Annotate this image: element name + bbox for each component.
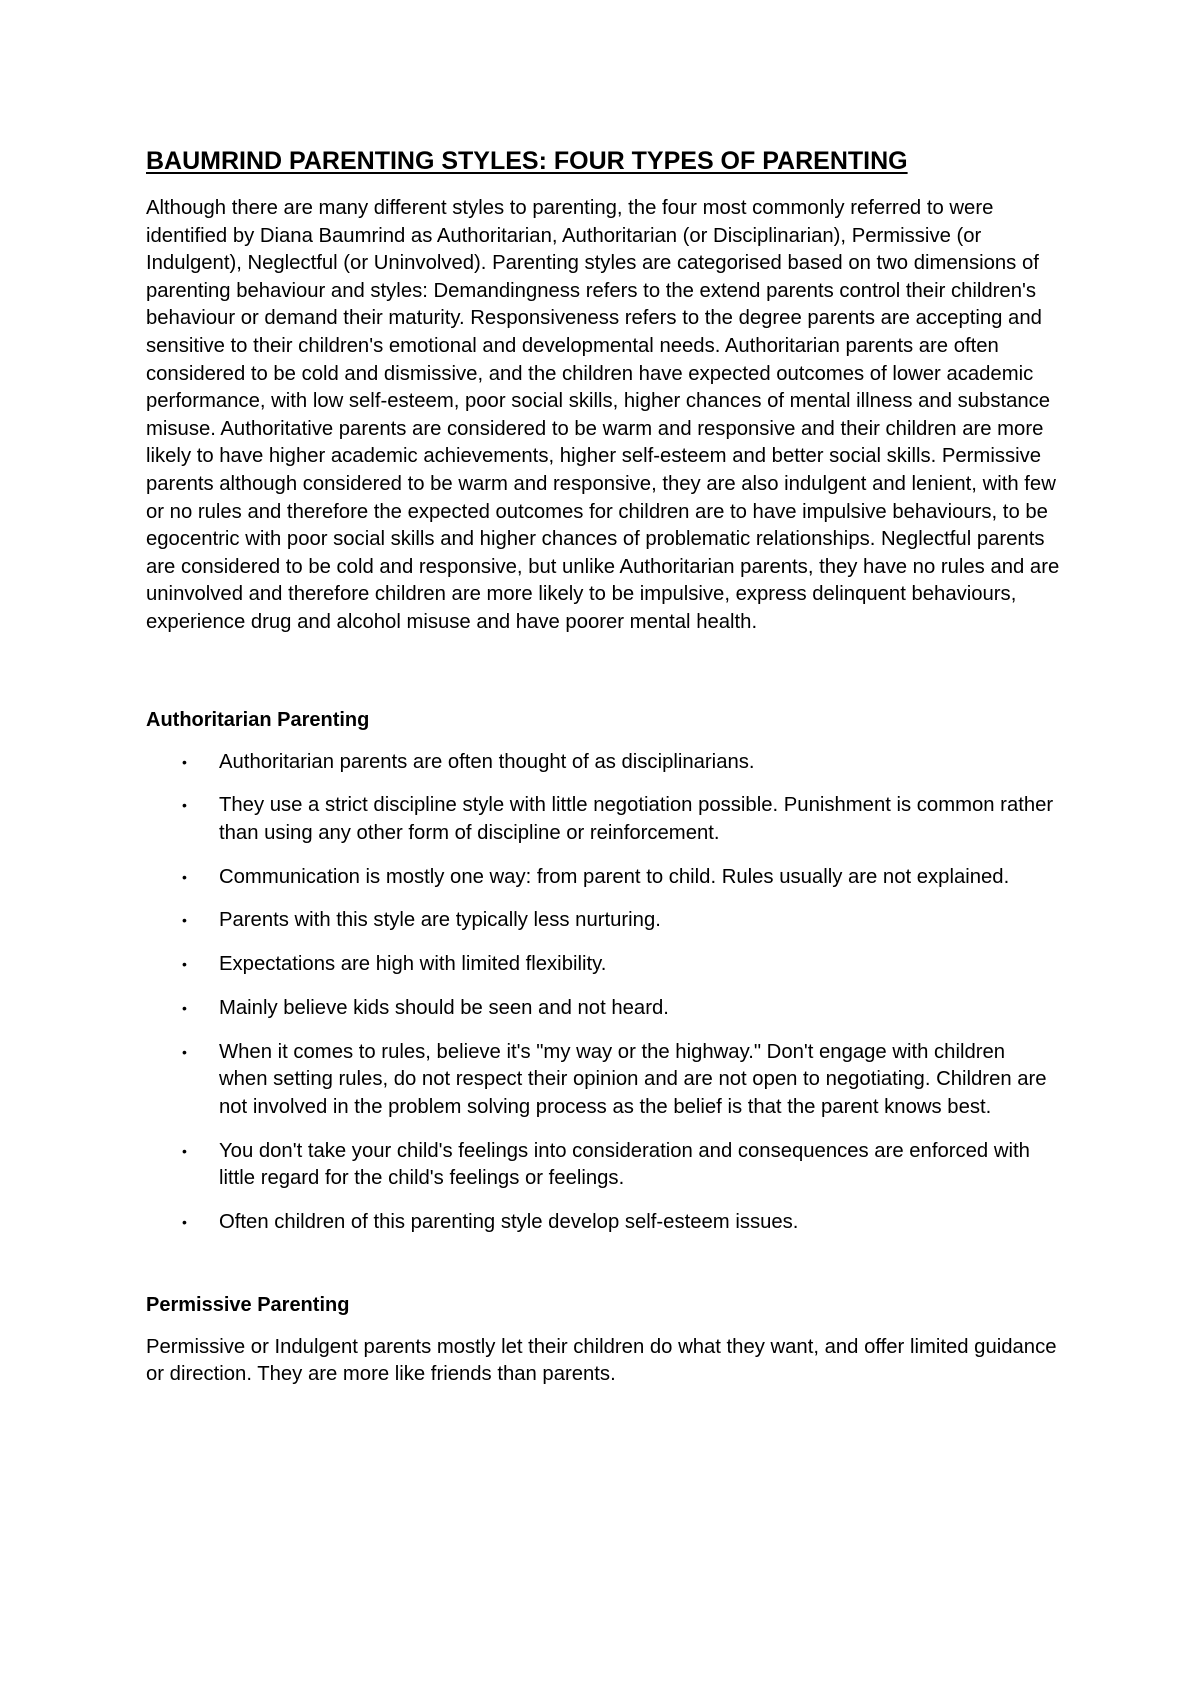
- section-heading-permissive: Permissive Parenting: [146, 1293, 350, 1316]
- list-item-text: Often children of this parenting style develop self-esteem issues.: [219, 1211, 799, 1234]
- list-item: [146, 951, 1059, 979]
- list-item-text: They use a strict discipline style with little negotiation possible. Punishment is common rather than using any other form of discipline or reinforcement.: [219, 794, 1054, 844]
- document-page: [146, 143, 1076, 1389]
- list-item-text: Authoritarian parents are often thought of as disciplinarians.: [219, 750, 755, 773]
- list-item: [146, 1209, 1059, 1237]
- bullet-icon: •: [182, 797, 187, 814]
- bullet-icon: •: [182, 1000, 187, 1016]
- list-item-text: Communication is mostly one way: from parent to child. Rules usually are not explained.: [219, 865, 1010, 888]
- permissive-paragraph: Permissive or Indulgent parents mostly let their children do what they want, and offer limited guidance or direction. They are more like friends than parents.: [146, 1335, 1057, 1386]
- list-item-text: Parents with this style are typically less nurturing.: [219, 909, 661, 932]
- authoritarian-bullet-list: [146, 749, 1076, 1237]
- bullet-icon: •: [182, 1142, 187, 1159]
- list-item: [146, 907, 1059, 935]
- list-item-text: You don't take your child's feelings into consideration and consequences are enforced with little regard for the child's feelings or feelings.: [219, 1139, 1030, 1190]
- section-heading-authoritarian: Authoritarian Parenting: [146, 708, 370, 731]
- list-item: [146, 1039, 1059, 1122]
- document-title: BAUMRIND PARENTING STYLES: FOUR TYPES OF PARENTING: [146, 147, 908, 175]
- bullet-icon: •: [182, 868, 187, 885]
- list-item: [146, 864, 1059, 892]
- list-item: [146, 995, 1059, 1023]
- list-item-text: Expectations are high with limited flexibility.: [219, 953, 607, 976]
- list-item: [146, 1138, 1059, 1193]
- list-item: [146, 749, 1059, 777]
- list-item: [146, 792, 1059, 847]
- bullet-icon: •: [182, 1214, 187, 1231]
- list-item-text: Mainly believe kids should be seen and not heard.: [219, 997, 669, 1019]
- bullet-icon: •: [182, 1043, 187, 1060]
- list-item-text: When it comes to rules, believe it's "my way or the highway." Don't engage with children when setting rules, do not respect their opinion and are not open to negotiating. Children are not involved in the problem solving process as the belief is that the parent knows best.: [219, 1040, 1047, 1118]
- bullet-icon: •: [182, 753, 187, 770]
- intro-paragraph: Although there are many different styles to parenting, the four most commonly referred to were identified by Diana Baumrind as Authoritarian, Authoritarian (or Disciplinarian), Permissive (or Indulgent), Neglectful (or Uninvolved). Parenting styles are categorised based on two dimensions of parenting behaviour and styles: Demandingness refers to the extend parents control their children's behaviour or demand their maturity. Responsiveness refers to the degree parents are accepting and sensitive to their children's emotional and developmental needs. Authoritarian parents are often considered to be cold and dismissive, and the children have expected outcomes of lower academic performance, with low self-esteem, poor social skills, higher chances of mental illness and substance misuse. Authoritative parents are considered to be warm and responsive and their children are more likely to have higher academic achievements, higher self-esteem and better social skills. Permissive parents although considered to be warm and responsive, they are also indulgent and lenient, with few or no rules and therefore the expected outcomes for children are to have impulsive behaviours, to be egocentric with poor social skills and higher chances of problematic relationships. Neglectful parents are considered to be cold and responsive, but unlike Authoritarian parents, they have no rules and are uninvolved and therefore children are more likely to be impulsive, express delinquent behaviours, experience drug and alcohol misuse and have poorer mental health.: [146, 197, 1060, 633]
- bullet-icon: •: [182, 912, 187, 929]
- bullet-icon: •: [182, 956, 187, 973]
